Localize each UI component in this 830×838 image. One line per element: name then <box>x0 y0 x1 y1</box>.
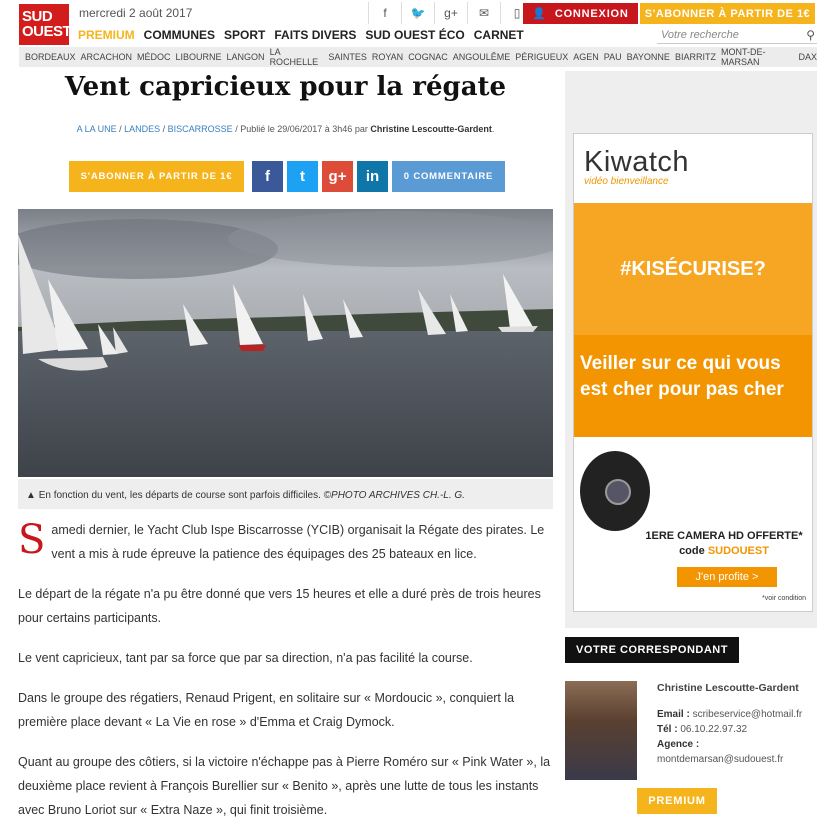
ad-note: *voir condition <box>762 595 806 602</box>
paragraph: Le départ de la régate n'a pu être donné que vers 15 heures et elle a duré près de trois heures pour certains participants. <box>18 587 541 625</box>
nav-carnet[interactable]: CARNET <box>473 28 524 42</box>
share-subscribe-button[interactable]: S'ABONNER À PARTIR DE 1€ <box>69 161 244 192</box>
breadcrumb-biscarrosse[interactable]: BISCARROSSE <box>167 124 233 134</box>
city-link[interactable]: LIBOURNE <box>175 52 222 62</box>
city-link[interactable]: LA ROCHELLE <box>269 47 319 67</box>
nav-communes[interactable]: COMMUNES <box>143 28 216 42</box>
correspondant-email[interactable]: scribeservice@hotmail.fr <box>692 709 803 720</box>
share-twitter-icon[interactable]: t <box>287 161 318 192</box>
ad-top <box>574 134 812 203</box>
facebook-icon[interactable]: f <box>368 2 401 24</box>
comments-button[interactable]: 0 COMMENTAIRE <box>392 161 505 192</box>
drop-cap: S <box>18 517 46 563</box>
search-placeholder: Votre recherche <box>661 29 739 41</box>
city-link[interactable]: DAX <box>798 52 817 62</box>
share-facebook-icon[interactable]: f <box>252 161 283 192</box>
published-date: Publié le 29/06/2017 à 3h46 par <box>240 124 368 134</box>
logo-line-2: OUEST <box>22 23 72 40</box>
photo-caption <box>18 479 553 509</box>
agence-label: Agence : <box>657 739 700 750</box>
city-link[interactable]: ANGOULÊME <box>452 52 511 62</box>
tel-label: Tél : <box>657 724 678 735</box>
breadcrumb-a-la-une[interactable]: A LA UNE <box>76 124 117 134</box>
ad-headline: Veiller sur ce qui vous est cher pour pas cher <box>580 353 784 400</box>
paragraph <box>18 518 553 566</box>
ad-code-label: code <box>679 545 705 557</box>
camera-icon <box>580 451 650 531</box>
subscribe-button[interactable]: S'ABONNER À PARTIR DE 1€ <box>640 3 815 24</box>
nav-faits-divers[interactable]: FAITS DIVERS <box>274 28 357 42</box>
paragraph-text: amedi dernier, le Yacht Club Ispe Biscarrosse (YCIB) organisait la Régate des pirates. Le vent a mis à rude épreuve la patience des équipages des 25 bateaux en lice. <box>51 523 545 561</box>
author-name[interactable]: Christine Lescoutte-Gardent <box>370 124 492 134</box>
city-link[interactable]: PÉRIGUEUX <box>515 52 569 62</box>
city-link[interactable]: BAYONNE <box>626 52 670 62</box>
correspondant-info <box>657 707 802 767</box>
share-bar <box>69 161 505 192</box>
nav-sud-ouest-eco[interactable]: SUD OUEST ÉCO <box>365 28 465 42</box>
article-photo <box>18 209 553 477</box>
city-link[interactable]: BORDEAUX <box>25 52 76 62</box>
premium-badge[interactable]: PREMIUM <box>637 788 717 814</box>
correspondant-heading: VOTRE CORRESPONDANT <box>565 637 739 663</box>
correspondant-name: Christine Lescoutte-Gardent <box>657 682 799 694</box>
ad-hashtag: #KISÉCURISE? <box>574 203 812 335</box>
ad-offer <box>634 529 813 559</box>
twitter-icon[interactable]: 🐦 <box>401 2 434 24</box>
caption-text: En fonction du vent, les départs de course sont parfois difficiles. <box>38 490 321 501</box>
share-linkedin-icon[interactable]: in <box>357 161 388 192</box>
nav-sport[interactable]: SPORT <box>224 28 266 42</box>
search-icon[interactable]: ⚲ <box>806 28 815 42</box>
city-nav <box>19 47 817 67</box>
connexion-button[interactable] <box>523 3 638 24</box>
article-body <box>18 518 553 838</box>
city-link[interactable]: PAU <box>603 52 622 62</box>
current-date: mercredi 2 août 2017 <box>79 6 193 20</box>
city-link[interactable]: MÉDOC <box>137 52 171 62</box>
kiwatch-ad[interactable] <box>573 133 813 612</box>
share-google-plus-icon[interactable]: g+ <box>322 161 353 192</box>
article-title: Vent capricieux pour la régate <box>64 72 507 102</box>
connexion-label: CONNEXION <box>554 7 629 20</box>
paragraph: Le vent capricieux, tant par sa force que par sa direction, n'a pas facilité la course. <box>18 651 473 665</box>
google-plus-icon[interactable]: g+ <box>434 2 467 24</box>
ad-brand: Kiwatch <box>584 146 690 178</box>
ad-code: SUDOUEST <box>707 545 769 557</box>
social-links <box>368 2 533 24</box>
mail-icon[interactable]: ✉ <box>467 2 500 24</box>
correspondant-avatar <box>565 681 637 780</box>
city-link[interactable]: ARCACHON <box>80 52 133 62</box>
ad-tagline: vidéo bienveillance <box>584 176 669 187</box>
regatta-photo <box>18 209 553 477</box>
city-link[interactable]: AGEN <box>573 52 599 62</box>
nav-premium[interactable]: PREMIUM <box>78 28 135 42</box>
paragraph: Quant au groupe des côtiers, si la victoire n'échappe pas à Pierre Roméro sur « Pink Water », la deuxième place revient à François Burellier sur « Benito », après une lutte de tous les instants avec Bruno Loriot sur « Extra Naze », qui finit troisième. <box>18 755 551 817</box>
city-link[interactable]: MONT-DE-MARSAN <box>720 47 766 67</box>
email-label: Email : <box>657 709 690 720</box>
main-nav <box>78 28 524 42</box>
correspondant-agence[interactable]: montdemarsan@sudouest.fr <box>657 754 784 765</box>
city-link[interactable]: COGNAC <box>408 52 448 62</box>
search-input[interactable] <box>657 26 817 44</box>
user-icon: 👤 <box>532 8 547 20</box>
ad-cta-button[interactable]: J'en profite > <box>677 567 777 587</box>
sud-ouest-logo[interactable] <box>19 4 72 45</box>
caret-up-icon: ▲ <box>26 490 36 501</box>
breadcrumb-landes[interactable]: LANDES <box>124 124 161 134</box>
city-link[interactable]: BIARRITZ <box>674 52 716 62</box>
article-byline: A LA UNE / LANDES / BISCARROSSE / Publié le 29/06/2017 à 3h46 par Christine Lescoutte-Gardent. <box>76 124 495 134</box>
ad-bottom <box>574 335 812 611</box>
correspondant-tel: 06.10.22.97.32 <box>680 724 748 735</box>
caption-credit: ©PHOTO ARCHIVES CH.-L. G. <box>323 490 465 501</box>
city-link[interactable]: ROYAN <box>371 52 404 62</box>
logo-line-1: SUD <box>22 8 53 25</box>
mobile-icon[interactable]: ▯ <box>500 2 533 24</box>
ad-product-panel <box>574 437 813 611</box>
paragraph: Dans le groupe des régatiers, Renaud Prigent, en solitaire sur « Mordoucic », conquiert la première place devant « La Vie en rose » d'Emma et Craig Dymock. <box>18 691 515 729</box>
ad-offer-text: 1ERE CAMERA HD OFFERTE* <box>645 530 803 542</box>
top-header <box>0 0 830 68</box>
city-link[interactable]: SAINTES <box>328 52 367 62</box>
city-link[interactable]: LANGON <box>226 52 265 62</box>
